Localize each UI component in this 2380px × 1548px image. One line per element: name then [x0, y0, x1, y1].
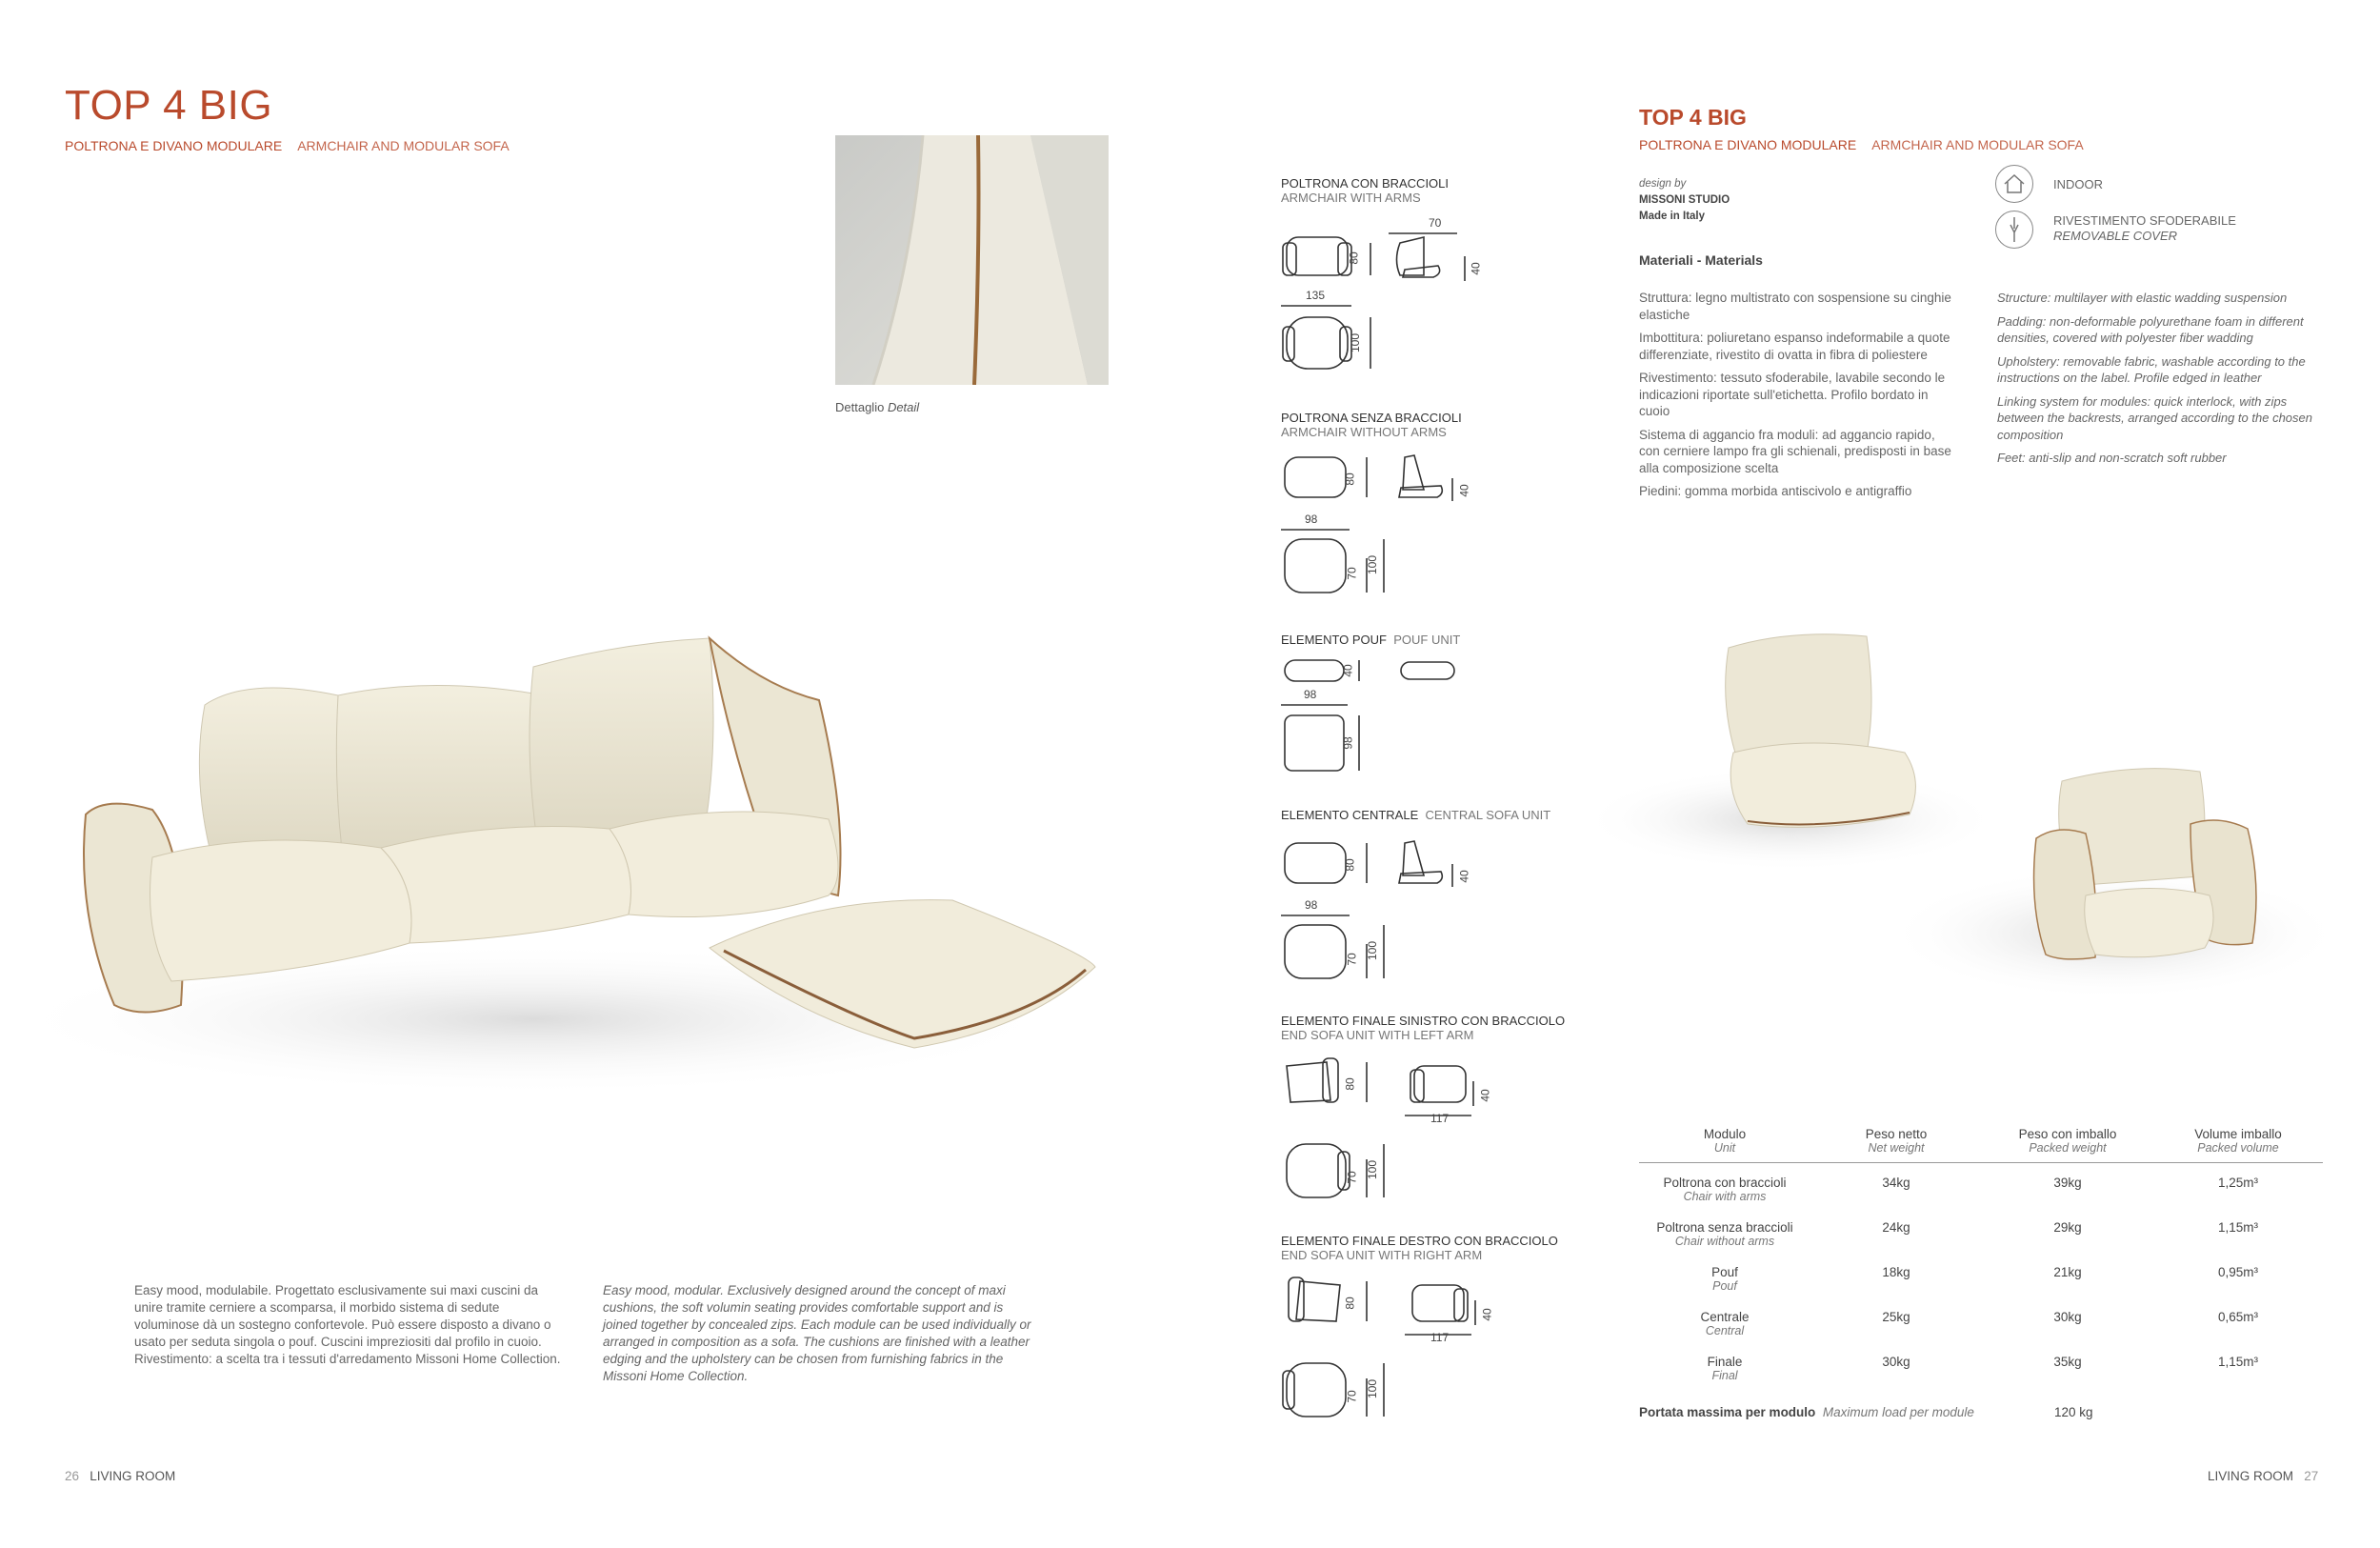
- footer-left: [65, 1469, 175, 1484]
- cell-packed: 39kg: [2053, 1176, 2082, 1190]
- cell-unit: Poltrona senza braccioli Chair without arms: [1656, 1220, 1793, 1248]
- dim-seat-height: 40: [1457, 870, 1471, 883]
- removable-cover-icon: [1995, 211, 2033, 249]
- table-row: [1639, 1253, 2323, 1297]
- cell-net: 24kg: [1882, 1220, 1910, 1235]
- dim-width: 98: [1305, 898, 1318, 912]
- diagram-armchair-without-arms-title: [1281, 411, 1462, 439]
- cell-unit: Finale Final: [1707, 1355, 1743, 1382]
- spec-table-wrapper: [1639, 1127, 2323, 1387]
- subtitle-en: ARMCHAIR AND MODULAR SOFA: [297, 138, 510, 153]
- diagram-pouf: [1281, 653, 1567, 776]
- diagram-title-en: ARMCHAIR WITH ARMS: [1281, 191, 1421, 205]
- table-row: [1639, 1208, 2323, 1253]
- diagram-title-it: ELEMENTO CENTRALE: [1281, 808, 1419, 822]
- diagram-title-en: ARMCHAIR WITHOUT ARMS: [1281, 425, 1447, 439]
- armchairs-image: [1581, 619, 2343, 1029]
- footer-right: [2208, 1469, 2318, 1484]
- made-in-label: Made in Italy: [1639, 211, 1706, 222]
- diagram-armchair-with-arms: [1281, 214, 1567, 376]
- material-structure-it: Struttura: legno multistrato con sospensione su cinghie elastiche: [1639, 291, 1951, 322]
- diagram-end-left: [1281, 1053, 1586, 1205]
- dim-depth: 100: [1366, 1159, 1380, 1180]
- cell-volume: 1,15m³: [2217, 1220, 2259, 1235]
- page-number-left: 26: [65, 1469, 80, 1483]
- dim-width: 98: [1304, 688, 1317, 701]
- end-right-unit-drawing: [1281, 1272, 1586, 1424]
- description-it: Easy mood, modulabile. Progettato esclusivamente sui maxi cuscini da unire tramite cerniere a scomparsa, il morbido sistema di sedute voluminose dà un sostegno confortevole. Può essere disposto a divano o usato per seduta singola o pouf. Cuscini impreziositi dal profilo in cuoio. Rivestimento: a scelta tra i tessuti d'arredamento Missoni Home Collection.: [134, 1283, 561, 1366]
- material-feet-en: Feet: anti-slip and non-scratch soft rubber: [1997, 451, 2227, 465]
- dim-depth: 100: [1366, 1378, 1380, 1399]
- subtitle-it: POLTRONA E DIVANO MODULARE: [65, 138, 283, 153]
- materials-heading: Materiali - Materials: [1639, 252, 1763, 268]
- material-padding-it: Imbottitura: poliuretano espanso indeformabile a quote differenziate, rivestito di ovatta in fibra di poliestere: [1639, 331, 1950, 362]
- detail-photo: [835, 135, 1109, 385]
- dim-depth: 98: [1341, 736, 1355, 750]
- dim-width-side: 70: [1429, 216, 1442, 230]
- cell-volume: 1,25m³: [2217, 1176, 2259, 1190]
- diagram-title-en: END SOFA UNIT WITH LEFT ARM: [1281, 1028, 1474, 1042]
- cell-unit: Poltrona con braccioli Chair with arms: [1663, 1176, 1787, 1203]
- cell-packed: 30kg: [2053, 1310, 2082, 1324]
- material-linking-en: Linking system for modules: quick interlock, with zips between the backrests, arranged according to the chosen composition: [1997, 393, 2312, 442]
- header-net-weight: Peso netto Net weight: [1810, 1127, 1982, 1163]
- sofa-photo: [0, 572, 1190, 1105]
- detail-caption-en: Detail: [887, 400, 920, 414]
- diagram-title-it: ELEMENTO POUF: [1281, 633, 1388, 647]
- section-left: LIVING ROOM: [90, 1469, 176, 1483]
- armchairs-photo: [1581, 619, 2343, 1029]
- cell-packed: 21kg: [2053, 1265, 2082, 1279]
- max-load-value: 120 kg: [2054, 1405, 2093, 1419]
- cell-packed: 29kg: [2053, 1220, 2082, 1235]
- material-structure-en: Structure: multilayer with elastic wadding suspension: [1997, 291, 2288, 305]
- dim-height: 40: [1341, 664, 1355, 677]
- max-load-label-en: Maximum load per module: [1822, 1405, 1974, 1419]
- diagram-end-right: [1281, 1272, 1586, 1424]
- cell-volume: 0,95m³: [2217, 1265, 2259, 1279]
- diagram-pouf-title: [1281, 633, 1460, 647]
- dim-depth-seat: 70: [1345, 1171, 1359, 1184]
- spec-table: [1639, 1127, 2323, 1387]
- header-unit: Modulo Unit: [1639, 1127, 1810, 1163]
- dim-seat-height: 40: [1457, 484, 1471, 497]
- removable-cover-label-en: REMOVABLE COVER: [2053, 229, 2178, 243]
- subtitle-it: POLTRONA E DIVANO MODULARE: [1639, 137, 1857, 152]
- table-row: [1639, 1163, 2323, 1209]
- dim-height: 80: [1347, 251, 1361, 265]
- dim-depth-seat: 70: [1345, 1390, 1359, 1403]
- diagram-title-it: ELEMENTO FINALE DESTRO CON BRACCIOLO: [1281, 1234, 1558, 1248]
- indoor-label: INDOOR: [2053, 177, 2103, 191]
- cell-net: 25kg: [1882, 1310, 1910, 1324]
- cell-volume: 1,15m³: [2217, 1355, 2259, 1369]
- dim-seat-height: 40: [1478, 1089, 1492, 1102]
- page-title-left: TOP 4 BIG: [65, 82, 273, 129]
- material-padding-en: Padding: non-deformable polyurethane foam in different densities, covered with polyester fiber wadding: [1997, 313, 2304, 345]
- dim-width: 98: [1305, 513, 1318, 526]
- dim-depth: 100: [1349, 332, 1363, 353]
- subtitle-left: [65, 138, 510, 153]
- dim-height: 80: [1343, 472, 1357, 486]
- dim-seat-height: 40: [1480, 1308, 1494, 1321]
- diagram-end-right-title: [1281, 1234, 1558, 1262]
- cell-volume: 0,65m³: [2217, 1310, 2259, 1324]
- material-feet-it: Piedini: gomma morbida antiscivolo e antigraffio: [1639, 484, 1912, 498]
- cell-unit: Pouf Pouf: [1711, 1265, 1738, 1293]
- max-load-label-it: Portata massima per modulo: [1639, 1405, 1816, 1419]
- dim-depth-seat: 70: [1345, 953, 1359, 966]
- designer-name: MISSONI STUDIO: [1639, 194, 1730, 206]
- diagram-title-it: POLTRONA SENZA BRACCIOLI: [1281, 411, 1462, 425]
- cell-net: 18kg: [1882, 1265, 1910, 1279]
- material-upholstery-it: Rivestimento: tessuto sfoderabile, lavabile secondo le indicazioni riportate sull'etichetta. Profilo bordato in cuoio: [1639, 371, 1946, 418]
- header-packed-volume: Volume imballo Packed volume: [2153, 1127, 2323, 1163]
- end-left-unit-drawing: [1281, 1053, 1586, 1205]
- dim-depth: 100: [1366, 940, 1380, 961]
- subtitle-en: ARMCHAIR AND MODULAR SOFA: [1871, 137, 2084, 152]
- page-title-right: TOP 4 BIG: [1639, 105, 1747, 130]
- description-en: Easy mood, modular. Exclusively designed around the concept of maxi cushions, the soft volumin seating provides comfortable support and is joined together by concealed zips. Each module can be used individually or arranged in composition as a sofa. The cushions are finished with a leather edging and the upholstery can be chosen from furnishing fabrics in the Missoni Home Collection.: [603, 1283, 1031, 1383]
- cell-unit: Centrale Central: [1700, 1310, 1750, 1337]
- diagram-title-en: POUF UNIT: [1393, 633, 1461, 647]
- diagram-armchair-without-arms: [1281, 448, 1567, 600]
- dim-depth: 100: [1366, 554, 1380, 575]
- diagram-title-en: END SOFA UNIT WITH RIGHT ARM: [1281, 1248, 1483, 1262]
- removable-cover-label: [2053, 213, 2236, 244]
- pouf-drawing: [1281, 653, 1567, 776]
- table-header-row: [1639, 1127, 2323, 1163]
- cell-net: 34kg: [1882, 1176, 1910, 1190]
- material-upholstery-en: Upholstery: removable fabric, washable according to the instructions on the label. Profile edged in leather: [1997, 353, 2306, 385]
- dim-height: 80: [1343, 1297, 1357, 1310]
- diagram-title-it: POLTRONA CON BRACCIOLI: [1281, 176, 1450, 191]
- detail-caption-it: Dettaglio: [835, 400, 885, 414]
- dim-width: 135: [1306, 289, 1326, 302]
- cell-net: 30kg: [1882, 1355, 1910, 1369]
- materials-en: [1997, 290, 2321, 473]
- cell-packed: 35kg: [2053, 1355, 2082, 1369]
- indoor-icon: [1995, 165, 2033, 203]
- table-row: [1639, 1297, 2323, 1342]
- page-number-right: 27: [2304, 1469, 2319, 1483]
- materials-it: [1639, 290, 1953, 507]
- header-packed-weight: Peso con imballo Packed weight: [1982, 1127, 2153, 1163]
- modular-sofa-image: [0, 572, 1190, 1105]
- subtitle-right: [1639, 137, 2084, 152]
- diagram-title-en: CENTRAL SOFA UNIT: [1425, 808, 1551, 822]
- material-linking-it: Sistema di aggancio fra moduli: ad aggancio rapido, con cerniere lampo fra gli schienali, predisposti in base alla composizione scelta: [1639, 427, 1951, 475]
- diagram-title-it: ELEMENTO FINALE SINISTRO CON BRACCIOLO: [1281, 1014, 1566, 1028]
- central-unit-drawing: [1281, 834, 1567, 986]
- dim-seat-height: 40: [1469, 262, 1483, 275]
- section-right: LIVING ROOM: [2208, 1469, 2294, 1483]
- removable-cover-label-it: RIVESTIMENTO SFODERABILE: [2053, 213, 2236, 228]
- diagram-central: [1281, 834, 1567, 986]
- max-load: [1639, 1405, 1974, 1419]
- dim-width: 117: [1430, 1331, 1450, 1344]
- armchair-without-arms-drawing: [1281, 448, 1567, 600]
- dim-depth-seat: 70: [1345, 567, 1359, 580]
- table-row: [1639, 1342, 2323, 1387]
- cushion-detail-image: [835, 135, 1109, 385]
- dim-height: 80: [1343, 858, 1357, 872]
- design-by-label: design by: [1639, 178, 1687, 190]
- dim-height: 80: [1343, 1077, 1357, 1091]
- diagram-armchair-with-arms-title: [1281, 176, 1449, 205]
- design-credits: [1639, 176, 1730, 225]
- diagram-central-title: [1281, 808, 1550, 822]
- detail-caption: [835, 400, 919, 415]
- diagram-end-left-title: [1281, 1014, 1565, 1042]
- dim-width: 117: [1430, 1112, 1450, 1125]
